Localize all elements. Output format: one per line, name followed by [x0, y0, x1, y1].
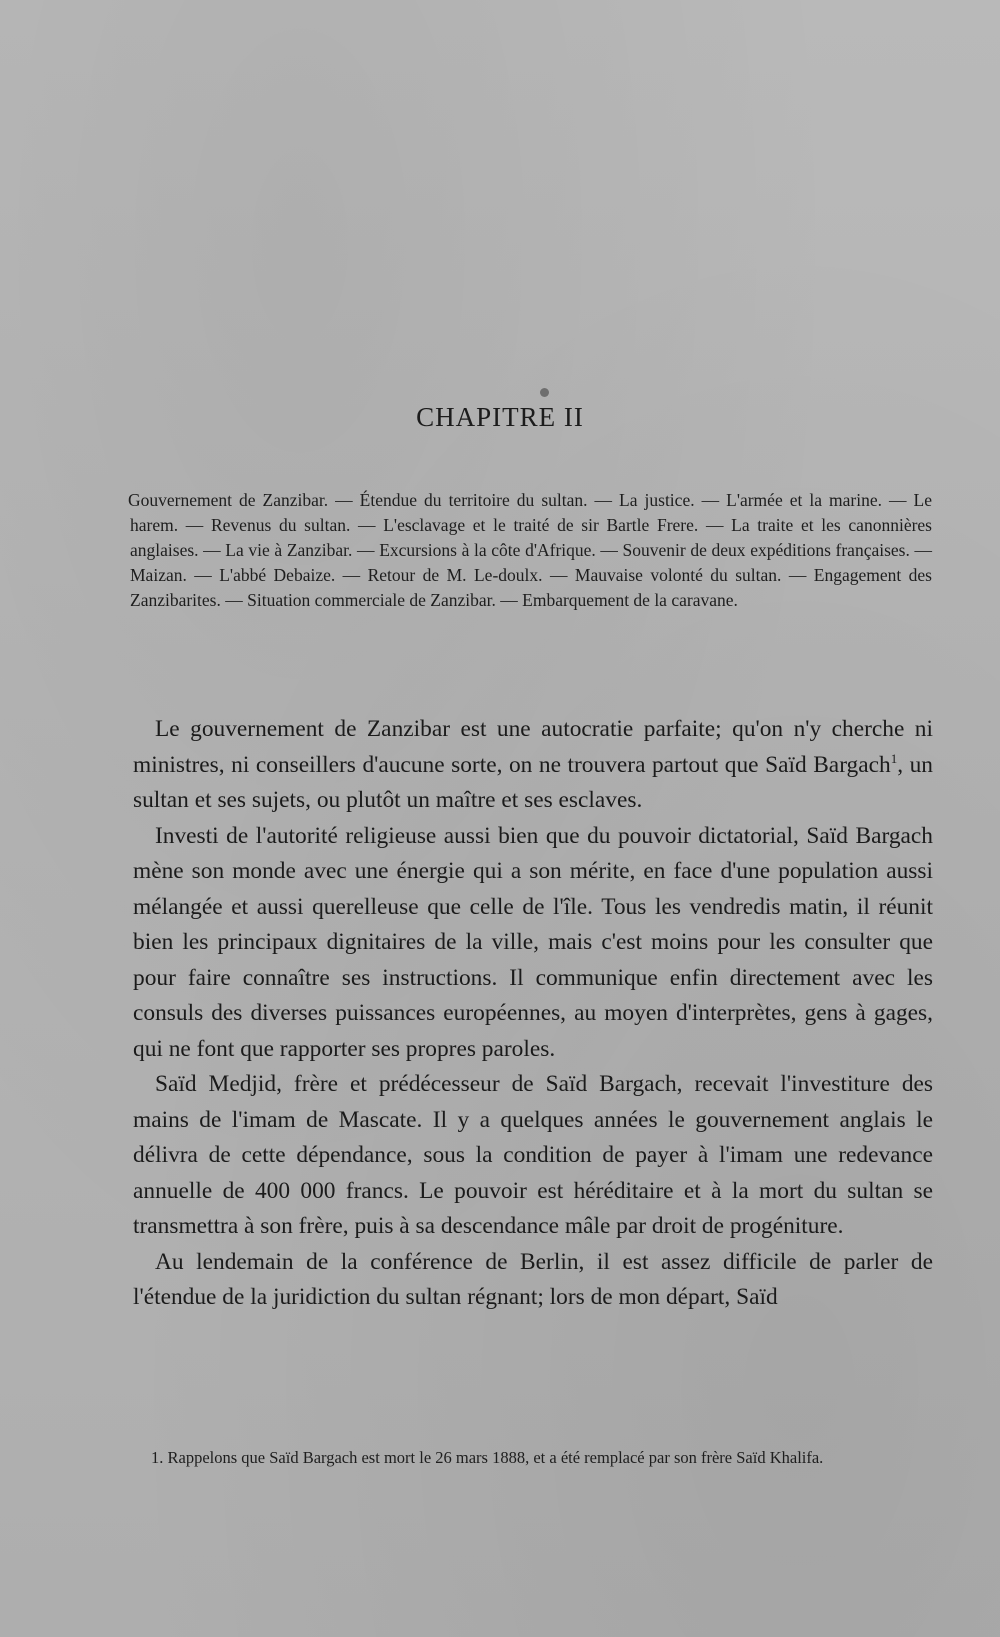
chapter-summary: Gouvernement de Zanzibar. — Étendue du territoire du sultan. — La justice. — L'armée et la marine. — Le harem. — Revenus du sultan. — L'esclavage et le traité de sir Bartle Frere. — La traite et les canonnières anglaises. — La vie à Zanzibar. — Excursions à la côte d'Afrique. — Souvenir de deux expéditions françaises. — Maizan. — L'abbé Debaize. — Retour de M. Le-doulx. — Mauvaise volonté du sultan. — Engagement des Zanzibarites. — Situation commerciale de Zanzibar. — Embarquement de la caravane. — [128, 490, 932, 610]
ink-blot — [540, 388, 549, 397]
footnote: 1. Rappelons que Saïd Bargach est mort le 26 mars 1888, et a été remplacé par son frère Saïd Khalifa. — [151, 1448, 824, 1467]
paragraph-2: Investi de l'autorité religieuse aussi bien que du pouvoir dictatorial, Saïd Bargach mène son monde avec une énergie qui a son mérite, en face d'une population aussi mélangée et aussi querelleuse que celle de l'île. Tous les vendredis matin, il réunit bien les principaux dignitaires de la ville, mais c'est moins pour les consulter que pour faire connaître ses instructions. Il communique enfin directement avec les consuls des diverses puissances européennes, au moyen d'interprètes, gens à gages, qui ne font que rapporter ses propres paroles. — [133, 822, 933, 1062]
paragraph-1 — [133, 712, 933, 819]
paragraph-4: Au lendemain de la conférence de Berlin, il est assez difficile de parler de l'étendue de la juridiction du sultan régnant; lors de mon départ, Saïd — [133, 1248, 933, 1310]
main-text — [133, 712, 933, 1316]
paragraph-3: Saïd Medjid, frère et prédécesseur de Saïd Bargach, recevait l'investiture des mains de l'imam de Mascate. Il y a quelques années le gouvernement anglais le délivra de cette dépendance, sous la condition de payer à l'imam une redevance annuelle de 400 000 francs. Le pouvoir est héréditaire et à la mort du sultan se transmettra à son frère, puis à sa descendance mâle par droit de progéniture. — [133, 1071, 933, 1239]
paragraph-1-text-end: , un sultan et ses sujets, ou plutôt un maître et ses esclaves. — [133, 751, 933, 813]
paragraph-1-text: Le gouvernement de Zanzibar est une autocratie parfaite; qu'on n'y cherche ni ministres, ni conseillers d'aucune sorte, on ne trouvera partout que Saïd Bargach — [133, 716, 933, 778]
footnote-reference: 1 — [890, 750, 898, 766]
chapter-title: CHAPITRE II — [416, 402, 584, 432]
